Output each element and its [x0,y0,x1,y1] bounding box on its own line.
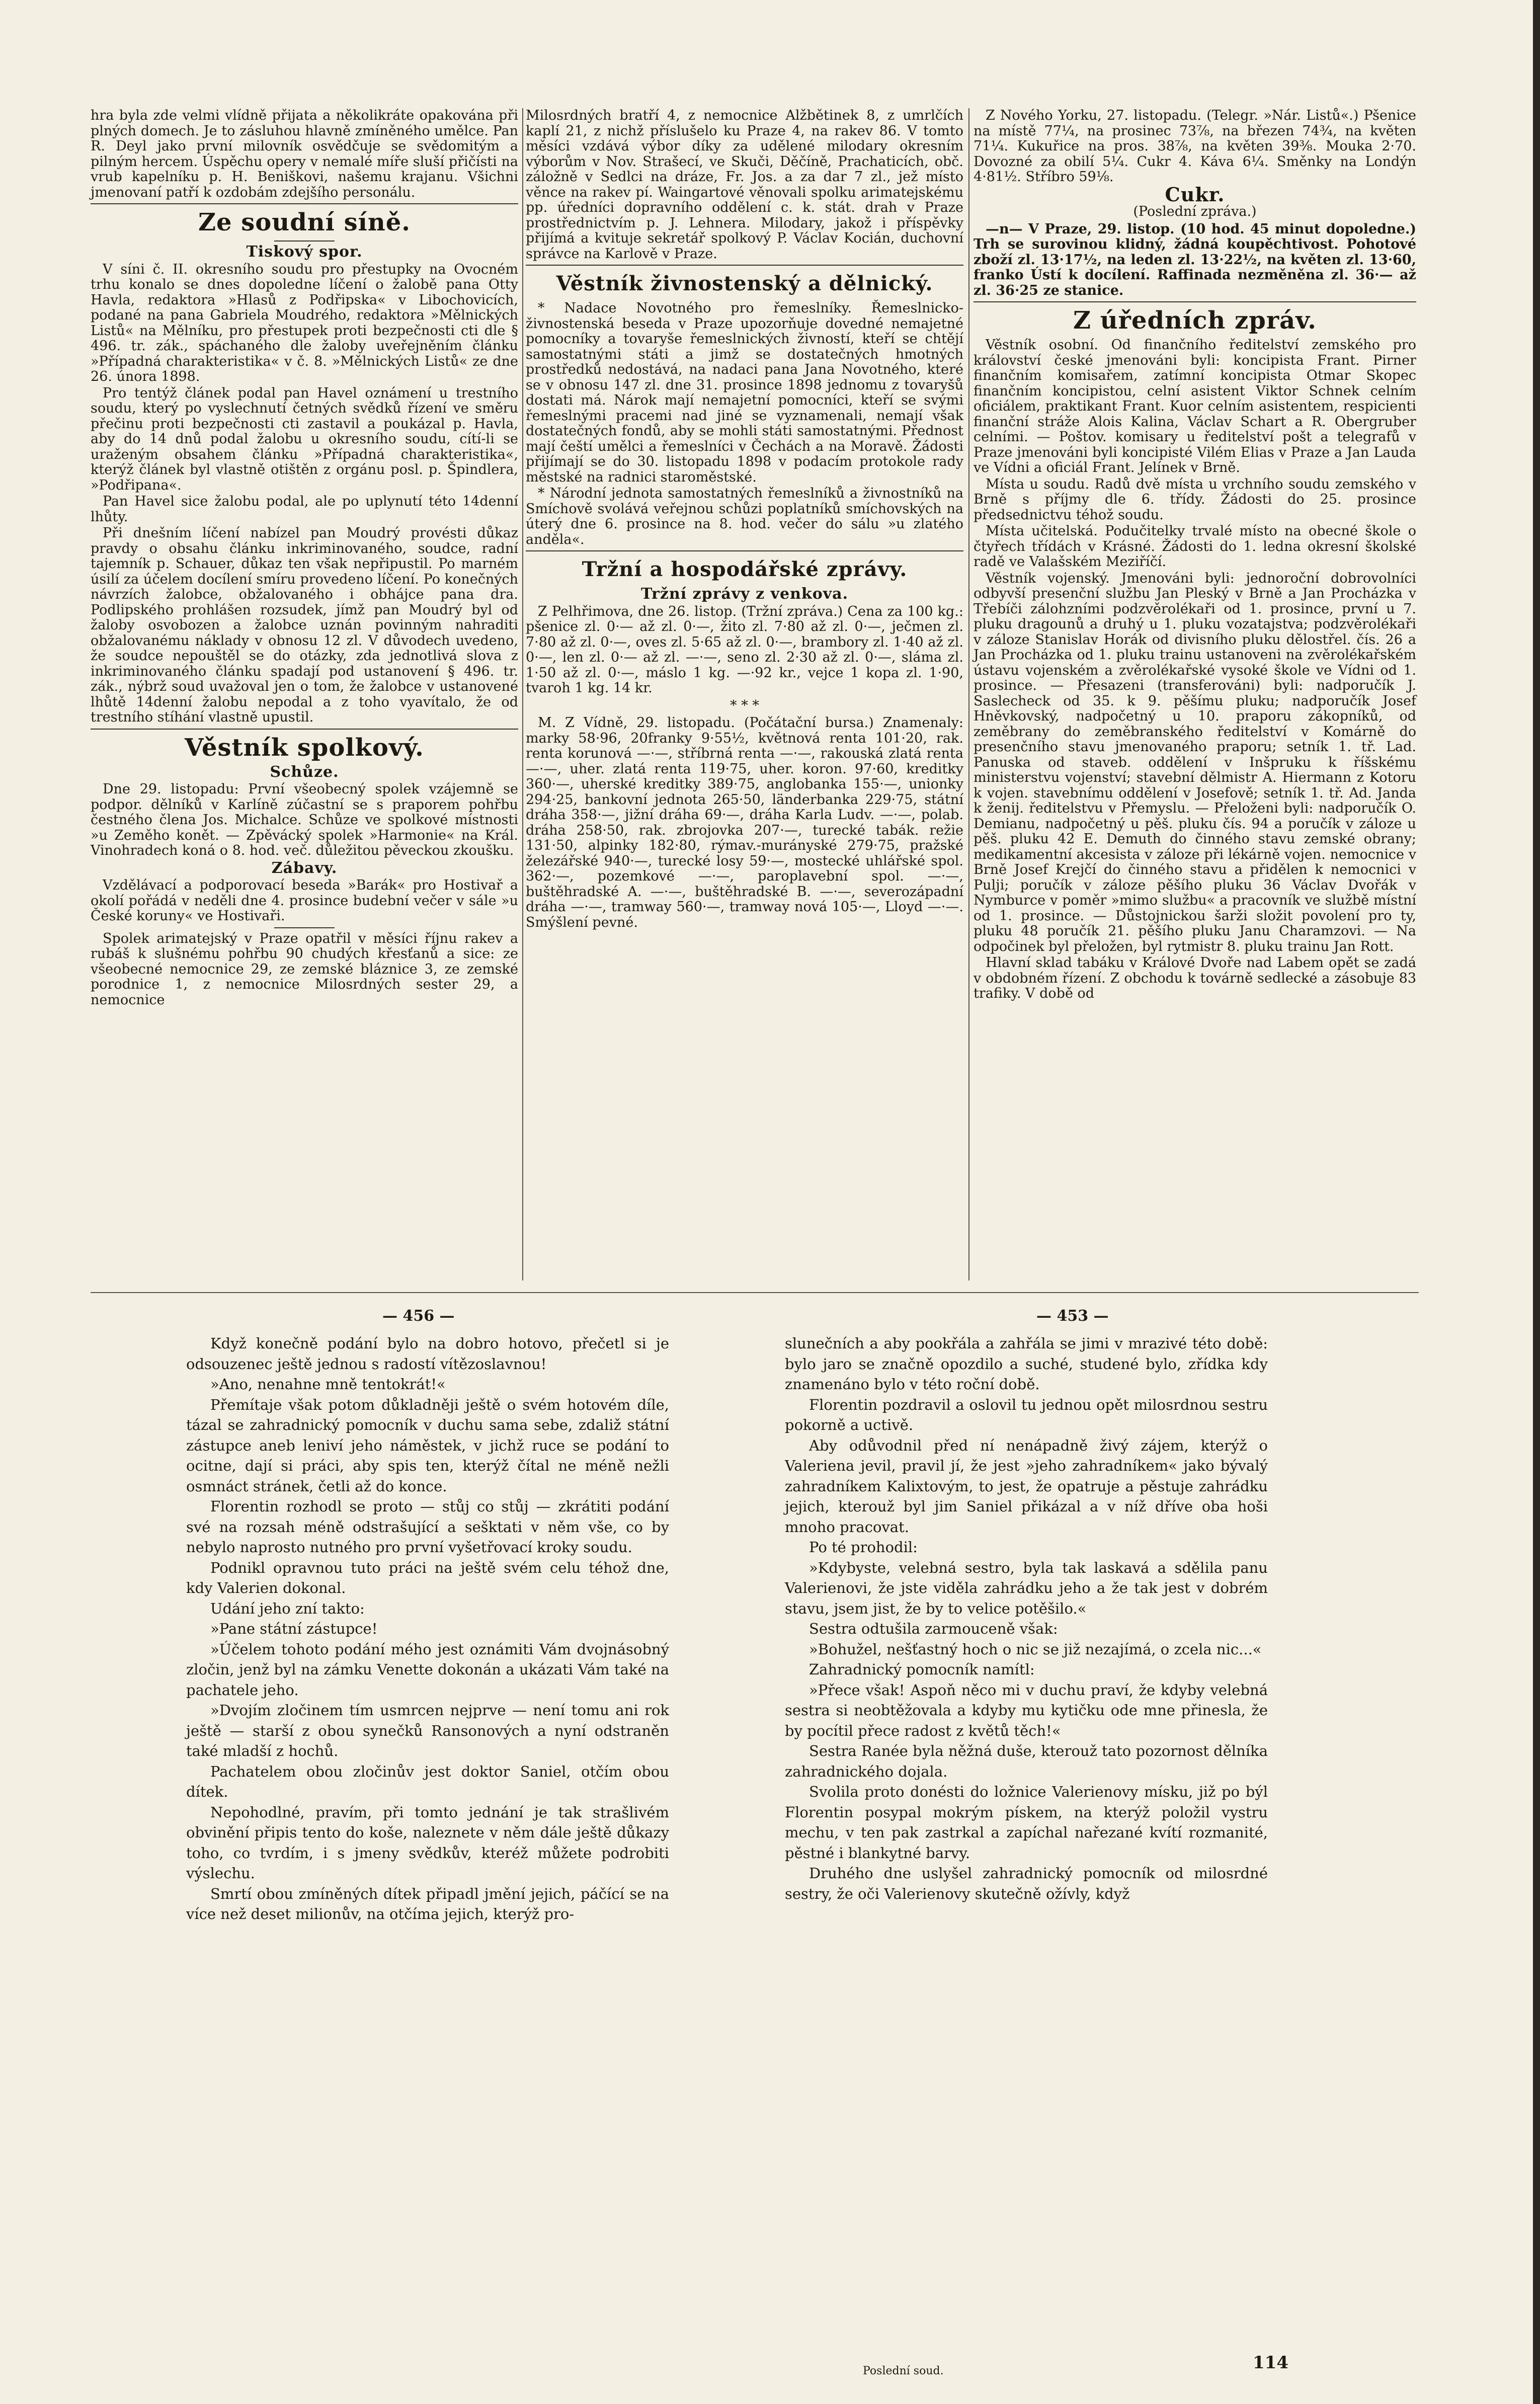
page-number-right: — 453 — [1036,1307,1109,1325]
theater-review-tail: hra byla zde velmi vlídně přijata a několikráte opakována při plných domech. Je to zásluhou hlavně zmíněného umělce. Pan R. Deyl jako první milovník osvědčuje se svědomitým a pilným hercem. Úspěchu opery v nemalé míře sluší přičísti na vrub kapelníku p. H. Beniškovi, našemu krajanu. Všichni jmenovaní patří k ozdobám zdejšího personálu. [91,108,518,200]
novel-paragraph: »Ano, nenahne mně tentokrát!« [210,1376,446,1393]
section-rule [526,265,963,266]
novel-paragraph: Sestra odtušila zarmouceně však: [809,1620,1058,1637]
novel-paragraph: Podnikl opravnou tuto práci na ještě svém celu téhož dne, kdy Valerien dokonal. [186,1559,669,1596]
short-rule [274,241,335,242]
section-heading-court: Ze soudní síně. [198,208,411,236]
article-subheading: Cukr. [1165,183,1225,206]
article-paragraph: * Národní jednota samostatných řemeslníků a živnostníků na Smíchově svolává veřejnou schůzi poplatníků smíchovských na úterý dne 6. prosince na 8. hod. večer do sálu »u zlatého anděla«. [526,486,963,547]
sub-note: (Poslední zpráva.) [1133,204,1257,219]
section-heading-trade: Věstník živnostenský a dělnický. [556,272,933,295]
novel-paragraph: Smrtí obou zmíněných dítek připadl jmění jejich, páčící se na více než deset milionův, na otčíma jejich, kterýž pro- [186,1885,669,1922]
section-rule [91,729,518,730]
novel-column-right [785,1333,1268,1904]
novel-paragraph: »Přece však! Aspoň něco mi v duchu praví, že kdyby velebná sestra si neobtěžovala a kdyby mu kytičku ode mne přinesla, že by pocítil přece radost z květů těch!« [785,1681,1268,1739]
novel-paragraph: Nepohodlné, pravím, při tomto jednání je tak strašlivém obvinění připis tento do koše, naleznete v něm dále ještě důkazy toho, co tvrdím, i s jmeny svědkův, kteréž můžete podrobiti výslechu. [186,1803,669,1882]
novel-paragraph: »Účelem tohoto podání mého jest oznámiti Vám dvojnásobný zločin, jenž byl na zámku Venette dokonán a ukázati Vám také na pachatele jeho. [186,1640,669,1699]
column-3 [974,108,1416,1003]
section-rule [974,301,1416,302]
article-subheading: Tiskový spor. [246,243,363,261]
column-rule-left [522,108,523,1280]
novel-paragraph: Pachatelem obou zločinův jest doktor Saniel, otčím obou dítek. [186,1762,669,1800]
novel-paragraph: Florentin rozhodl se proto — stůj co stůj — zkrátiti podání své na rozsah méně odstrašující a sešktati v něm vše, co by nebylo naprosto nutného pro první vyšetřovací kroky soudu. [186,1498,669,1556]
sugar-report: —n— V Praze, 29. listop. (10 hod. 45 minut dopoledne.) Trh se surovinou klidný, žádná koupěchtivost. Pohotové zboží zl. 13·17½, na leden zl. 13·22½, na květen zl. 13·60, franko Ústí k docílení. Raffinada nezměněna zl. 36·— až zl. 36·25 ze stanice. [974,221,1416,298]
exchange-report: M. Z Vídně, 29. listopadu. (Počátační bursa.) Znamenaly: marky 58·96, 20franky 9·55½, květnová renta 101·20, rak. renta korunová —·—, stříbrná renta —·—, rakouská zlatá renta —·—, uher. zlatá renta 119·75, uher. koron. 97·60, kreditky 360·—, uherské kreditky 389·75, anglobanka 155·—, unionky 294·25, bankovní jednota 265·50, länderbanka 229·75, státní dráha 358·—, jižní dráha 69·—, dráha Karla Ludv. —·—, polab. dráha 258·50, rak. zbrojovka 207·—, turecké tabák. režie 131·50, alpinky 182·80, rýmav.-murányské 279·75, pražské železářské 940·—, turecké losy 59·—, mostecké uhlářské spol. 362·—, pozemkové —·—, paroplavební spol. —·—, buštěhradské A. —·—, buštěhradské B. —·—, severozápadní dráha —·—, tramway 560·—, tramway nová 105·—, Lloyd —·—. Smýšlení pevné. [526,715,963,930]
article-paragraph: V síni č. II. okresního soudu pro přestupky na Ovocném trhu konalo se dnes dopoledne líčení o žalobě pana Otty Havla, redaktora »Hlasů z Podřipska« v Libochovicích, podané na pana Gabriela Moudrého, redaktora »Mělnických Listů« na Mělníku, pro přestupek proti bezpečnosti cti dle § 496. tr. zák., spáchaného dle žaloby uveřejněním článku »Případná charakteristika« v č. 8. »Mělnických Listů« ze dne 26. února 1898. [91,261,518,384]
signature-line: Poslední soud. [863,2365,944,2377]
article-paragraph: Milosrdných bratří 4, z nemocnice Alžbětinek 8, z umrlčích kaplí 21, z nichž příslušelo ku Praze 4, na rakev 86. V tomto měsíci vzdává výbor díky za udělené milodary okresním výborům v Nov. Strašecí, ve Skuči, Děčíně, Prachaticích, obč. záložně v Sedlci na dráze, Fr. Jos. a za dar 7 zl., jež místo věnce na rakev pí. Waingartové věnovali spolku arimatejskému pp. úředníci dopravního oddělení c. k. stát. drah v Praze prostřednictvím p. J. Lehnera. Milodary, jakož i příspěvky přijímá a kvituje sekretář spolkový P. Václav Kocián, duchovní správce na Karlově v Praze. [526,108,963,262]
novel-paragraph: Aby odůvodnil před ní nenápadně živý zájem, kterýž o Valeriena jevil, pravil jí, že jest »jeho zahradníkem« jako bývalý zahradníkem Kalixtovým, to jest, že opatruje a pěstuje zahrádku jejich, kterouž byl jim Saniel přikázal a v níž dříve oba hoši mnoho pracovat. [785,1436,1268,1536]
market-report: Z Nového Yorku, 27. listopadu. (Telegr. »Nár. Listů«.) Pšenice na místě 77¼, na prosinec 73⅞, na březen 74¾, na květen 71¼. Kukuřice na pros. 38⅞, na květen 39⅜. Mouka 2·70. Dovozné za obilí 5¼. Cukr 4. Káva 6¼. Směnky na Londýn 4·81½. Stříbro 59⅛. [974,108,1416,185]
article-paragraph: Při dnešním líčení nabízel pan Moudrý provésti důkaz pravdy o obsahu článku inkriminovaného, soudce, radní tajemník p. Schauer, důkaz ten však nepřipustil. Po marném úsilí za účelem docílení smíru provedeno líčení. Po konečných návrzích žalobce, obžalovaného i obhájce pana dra. Podlipského prohlášen rozsudek, jímž pan Moudrý byl od žaloby osvobozen a žalobce uznán povinným nahraditi obžalovanému náklady v obnosu 12 zl. V důvodech uvedeno, že soudce nepouštěl se do otázky, zda jednotlivá slova z inkriminovaného článku spadají pod ustanovení § 496. tr. zák., nýbrž soud uvažoval jen o tom, že žalobce v ustanovené lhůtě 14denní žalobu nepodal a z toho vyavítalo, že od trestního stíhání vlastně upustil. [91,525,518,725]
article-paragraph: Místa učitelská. Podučitelky trvalé místo na obecné škole o čtyřech třídách v Krásné. Žádosti do 1. ledna okresní školské radě ve Valašském Meziříčí. [974,523,1416,570]
article-subheading: Tržní zprávy z venkova. [640,585,849,603]
novel-paragraph: Udání jeho zní takto: [210,1599,365,1617]
page-number-left: — 456 — [382,1307,455,1325]
article-paragraph: Hlavní sklad tabáku v Králové Dvoře nad Labem opět se zadá v obdobném řízení. Z obchodu k továrně sedlecké a zásobuje 83 trafiky. V době od [974,955,1416,1001]
article-paragraph: Místa u soudu. Radů dvě místa u vrchního soudu zemského v Brně s příjmy dle 6. třídy. Žádosti do 25. prosince předsednictvu téhož soudu. [974,476,1416,523]
novel-paragraph: »Pane státní zástupce! [210,1620,378,1637]
novel-paragraph: Druhého dne uslyšel zahradnický pomocník od milosrdné sestry, že oči Valerienovy skutečně ožívly, když [785,1865,1268,1902]
article-subheading: Schůze. [270,763,339,781]
novel-paragraph: »Dvojím zločinem tím usmrcen nejprve — není tomu ani rok ještě — starší z obou synečků Ransonových a nyní odstraněn také mladší z hochů. [186,1702,669,1759]
novel-column-left [186,1333,669,1925]
novel-paragraph: »Kdybyste, velebná sestro, byla tak laskavá a sdělila panu Valerienovi, že jste viděla zahrádku jeho a že tak jest v dobrém stavu, jsem jist, že by to velice potěšilo.« [785,1559,1268,1617]
section-heading-official: Z úředních zpráv. [1073,306,1317,335]
column-2 [526,108,963,931]
article-paragraph: Dne 29. listopadu: První všeobecný spolek vzájemně se podpor. dělníků v Karlíně zúčastní se s praporem pohřbu čestného člena Jos. Michalce. Schůze ve spolkové místnosti »u Zeměho konět. — Zpěvácký spolek »Harmonie« na Král. Vinohradech koná o 8. hod. več. důležitou pěveckou zkoušku. [91,781,518,858]
novel-paragraph: Přemítaje však potom důkladněji ještě o svém hotovém díle, tázal se zahradnický pomocník v duchu sama sebe, zdaliž státní zástupce aneb leniví jeho náměstek, v jichž ruce se podání to ocitne, dají si práci, aby spis ten, kterýž čítal ne méně nežli osmnáct stránek, četli až do konce. [186,1396,669,1495]
novel-paragraph: »Bohužel, nešťastný hoch o nic se již nezajímá, o zcela nic...« [809,1640,1262,1658]
short-rule [274,927,335,928]
novel-paragraph: Svolila proto donésti do ložnice Valerienovy mísku, již po býl Florentin posypal mokrým pískem, na kterýž položil vystru mechu, v ten pak zastrkal a zapíchal nařezané kvítí rozmanité, pěstné i blankytné barvy. [785,1783,1268,1862]
scan-edge [1533,0,1540,2404]
section-rule [91,203,518,204]
article-paragraph: Věstník vojenský. Jmenováni byli: jednoroční dobrovolníci odbyvší presenční službu Jan Pleský v Brně a Jan Procházka v Třebíči zálohzními podzvěrolékaři od 1. prosince, první u 7. pluku dragounů a druhý u 1. pluku vozatajstva; podzvěrolékaři v záloze Stanislav Horák od divisního pluku dělostřel. čís. 26 a Jan Procházka od 1. pluku trainu ustanoveni na zvěrolékařském ústavu vojenském a zvěrolékařské vysoké škole ve Vídni od 1. prosince. — Přesazeni (transferováni) byli: nadporučík J. Saslecheck od 35. k 9. pěšímu pluku; nadporučík Josef Hněvkovský, nadpočetný u 10. praporu zákopníků, od zeměbrany do zeměbranského ředitelství v Komárně do presenčního stavu jmenovaného praporu; setník 1. tř. Lad. Panuska od staveb. oddělení v Inšpruku k říšskému ministerstvu vojenství; stavební dělmistr A. Hiermann z Kotoru k vojen. stavebnímu oddělení v Josefově; setník 1. tř. Ad. Janda k ženij. ředitelstvu v Přemyslu. — Přeloženi byli: nadporučík O. Demianu, nadpočetný u pěš. pluku čís. 94 a poručík v záloze u pěš. pluku 42 E. Demuth do činného stavu zemské obrany; medikamentní akcesista v záloze při lékárně vojen. nemocnice v Brně Josef Krejčí do činného stavu a přidělen k nemocnici v Pulji; poručík v záloze pěšího pluku 36 Václav Dvořák v Nymburce v poměr »mimo službu« a pracovník ve službě místní od 1. prosince. — Důstojnickou šarži složit povolení pro ty, pluku 48 poručík 21. pěšího pluku Janu Charamzovi. — Na odpočinek byl přeložen, byl rytmistr 8. pluku trainu Jan Rott. [974,570,1416,954]
column-1 [91,108,518,1009]
novel-paragraph: Sestra Ranée byla něžná duše, kterouž tato pozornost dělníka zahradnického dojala. [785,1742,1268,1780]
novel-paragraph: Florentin pozdravil a oslovil tu jednou opět milosrdnou sestru pokorně a uctivě. [785,1396,1268,1433]
article-paragraph: Pan Havel sice žalobu podal, ale po uplynutí této 14denní lhůty. [91,494,518,525]
separator-stars: * * * [730,697,759,713]
article-paragraph: Vzdělávací a podporovací beseda »Barák« pro Hostivař a okolí pořádá v neděli dne 4. prosince budební večer v sále »u České koruny« ve Hostivaři. [91,877,518,924]
article-paragraph: Spolek arimatejský v Praze opatřil v měsíci říjnu rakev a rubáš k slušnému pohřbu 90 chudých křesťanů a sice: ze všeobecné nemocnice 29, ze zemské bláznice 3, ze zemské porodnice 1, z nemocnice Milosrdných sester 29, a nemocnice [91,930,518,1008]
novel-paragraph: Po té prohodil: [809,1539,918,1556]
column-rule-right [968,108,969,1280]
page-divider [91,1292,1419,1293]
novel-paragraph: slunečních a aby pookřála a zahřála se jimi v mrazivé této době: bylo jaro se značně opozdilo a suché, studené bylo, zřídka kdy znamenáno bylo v této roční době. [785,1335,1268,1393]
novel-paragraph: Zahradnický pomocník namítl: [809,1661,1035,1678]
novel-paragraph: Když konečně podání bylo na dobro hotovo, přečetl si je odsouzenec ještě jednou s radostí vítězoslavnou! [186,1335,669,1373]
folio-number: 114 [1253,2353,1288,2373]
section-rule [526,550,963,551]
article-paragraph: Věstník osobní. Od finančního ředitelství zemského pro království české jmenováni byli: koncipista Frant. Pirner finančním komisařem, zatímní koncipista Otmar Skopec finančním koncipistou, celní asistent Viktor Schnek celním oficiálem, praktikant Frant. Kuor celním asistentem, respicienti finanční stráže Alois Kalina, Václav Schart a R. Obergruber celními. — Poštov. komisary u ředitelství pošt a telegrafů v Praze jmenováni byli koncipisté Vilém Elias v Praze a Jan Lauda ve Vídni a oficiál Frant. Jelínek v Brně. [974,337,1416,475]
article-paragraph: * Nadace Novotného pro řemeslníky. Řemeslnicko-živnostenská beseda v Praze upozorňuje dovedné nemajetné pomocníky a tovaryše řemeslnických živností, kteří se chtějí samostatnými státi a jimž se dostatečných hmotných prostředků nedostává, na nadaci pana Jana Novotného, které se v obnosu 147 zl. dne 31. prosince 1898 jednomu z tovaryšů dostati má. Nárok mají nemajetní pomocníci, kteří se svými řemeslnými pracemi nad jiné se vyznamenali, nemají však dostatečných fondů, aby se mohli státi samostatnými. Přednost mají čeští umělci a řemeslníci v Čechách a na Moravě. Žádosti přijímají se do 30. listopadu 1898 v podacím protokole rady městské na radnici staroměstské. [526,300,963,485]
article-subheading: Zábavy. [271,859,338,877]
market-report: Z Pelhřimova, dne 26. listop. (Tržní zpráva.) Cena za 100 kg.: pšenice zl. 0·— až zl. 0·—, žito zl. 7·80 až zl. 0·—, ječmen zl. 7·80 až zl. 0·—, oves zl. 5·65 až zl. 0·—, brambory zl. 1·40 až zl. 0·—, len zl. 0·— až zl. —·—, seno zl. 2·30 až zl. 0·—, sláma zl. 1·50 až zl. 0·—, máslo 1 kg. —·92 kr., vejce 1 kopa zl. 1·90, tvaroh 1 kg. 14 kr. [526,603,963,696]
section-heading-market: Tržní a hospodářské zprávy. [582,557,908,581]
section-heading-clubs: Věstník spolkový. [185,733,424,762]
article-paragraph: Pro tentýž článek podal pan Havel oznámení u trestního soudu, který po vyslechnutí četných svědků řízení ve směru přečinu proti bezpečnosti cti zastavil a poukázal p. Havla, aby do 14 dnů podal žalobu u okresního soudu, cítí-li se uraženým obsahem článku »Případná charakteristika«, kterýž článek byl vlastně otištěn z orgánu posl. p. Špindlera, »Podřipana«. [91,385,518,493]
